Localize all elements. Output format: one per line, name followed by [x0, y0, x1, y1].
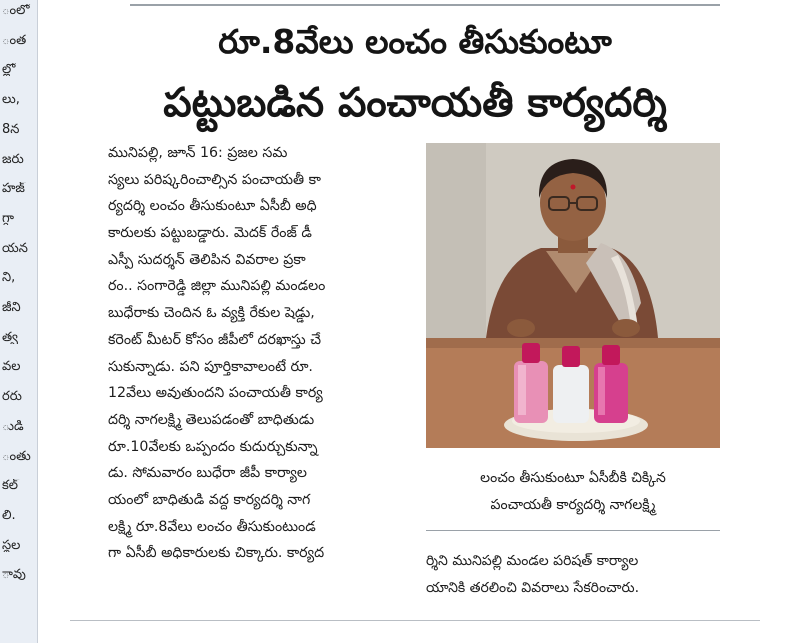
headline-line-1: రూ.8వేలు లంచం తీసుకుంటూ [218, 22, 612, 61]
left-column-fragment: కల్ [2, 479, 19, 493]
left-column-fragment: ుడి [2, 419, 24, 433]
news-article [70, 0, 760, 643]
left-column-fragment: వల [2, 360, 21, 374]
left-column-fragment: లు, [2, 93, 20, 107]
left-column-fragment: ంలో [2, 4, 30, 17]
left-column-fragment: ంత [2, 33, 27, 47]
left-column-fragment: హజ్ [2, 182, 25, 196]
body-text-line: మునిపల్లి, జూన్ 16: ప్రజల సమ [108, 145, 288, 161]
continuation-line-1: ర్శిని మునిపల్లి మండల పరిషత్ కార్యాల [426, 553, 639, 569]
left-column-fragment: ావు [2, 568, 26, 582]
body-text-line: డు. సోమవారం బుధేరా జీపీ కార్యాల [108, 465, 307, 482]
left-column-fragment: యన [2, 241, 28, 255]
photo-caption-line-2: పంచాయతీ కార్యదర్శి నాగలక్ష్మి [490, 497, 656, 513]
body-text-line: రం.. సంగారెడ్డి జిల్లా మునిపల్లి మండలం [108, 278, 326, 295]
left-column-fragment: గ్గా [2, 211, 14, 225]
body-text-line: లక్ష్మి రూ.8వేలు లంచం తీసుకుంటుండ [108, 518, 316, 535]
left-column-fragment: రరు [2, 390, 22, 404]
top-divider [130, 4, 720, 6]
body-text-line: దర్శి నాగలక్ష్మి తెలుపడంతో బాధితుడు [108, 411, 315, 428]
left-column-fragment: ని, [2, 271, 16, 285]
body-text-line: కరెంట్ మీటర్ కోసం జీపీలో దరఖాస్తు చే [108, 331, 321, 348]
body-text-line: ఎస్పీ సుదర్శన్ తెలిపిన వివరాల ప్రకా [108, 251, 306, 268]
left-column-fragment: స్థల [2, 538, 21, 552]
bottom-divider [70, 620, 760, 621]
left-column-fragment: జరు [2, 152, 24, 166]
headline-line-2: పట్టుబడిన పంచాయతీ కార్యదర్శి [163, 80, 667, 126]
left-column-fragment: జీని [2, 301, 21, 314]
left-column-fragment: త్వ [2, 330, 19, 344]
body-text-line: స్యలు పరిష్కరించాల్సిన పంచాయతీ కా [108, 171, 321, 188]
article-body [108, 140, 408, 567]
photo-caption-line-1: లంచం తీసుకుంటూ ఏసీబీకి చిక్కిన [480, 470, 666, 486]
adjacent-column-fragment [0, 0, 38, 643]
body-text-line: కారులకు పట్టుబడ్డారు. మెదక్ రేంజ్ డీ [108, 225, 312, 242]
left-column-fragment: లి. [2, 508, 16, 522]
body-text-line: రూ.10వేలకు ఒప్పందం కుదుర్చుకున్నా [108, 438, 318, 455]
caption-divider [426, 530, 720, 531]
left-column-fragment: ల్లో [2, 63, 16, 77]
left-column-fragment: 8న [2, 122, 20, 136]
news-photo [426, 143, 720, 448]
body-text-line: ర్యదర్శి లంచం తీసుకుంటూ ఏసీబీ అధి [108, 198, 317, 215]
body-text-line: 12వేలు అవుతుందని పంచాయతీ కార్య [108, 385, 323, 402]
continuation-line-2: యానికి తరలించి వివరాలు సేకరించారు. [426, 580, 640, 596]
body-text-line: యంలో బాధితుడి వద్ద కార్యదర్శి నాగ [108, 491, 311, 508]
body-text-line: గా ఏసీబీ అధికారులకు చిక్కారు. కార్యద [108, 545, 325, 562]
body-text-line: బుధేరాకు చెందిన ఓ వ్యక్తి రేకుల షెడ్డు, [108, 305, 315, 322]
photo-illustration [426, 143, 720, 448]
left-column-fragment: ంతు [2, 449, 31, 463]
body-text-line: సుకున్నాడు. పని పూర్తికావాలంటే రూ. [108, 358, 313, 375]
